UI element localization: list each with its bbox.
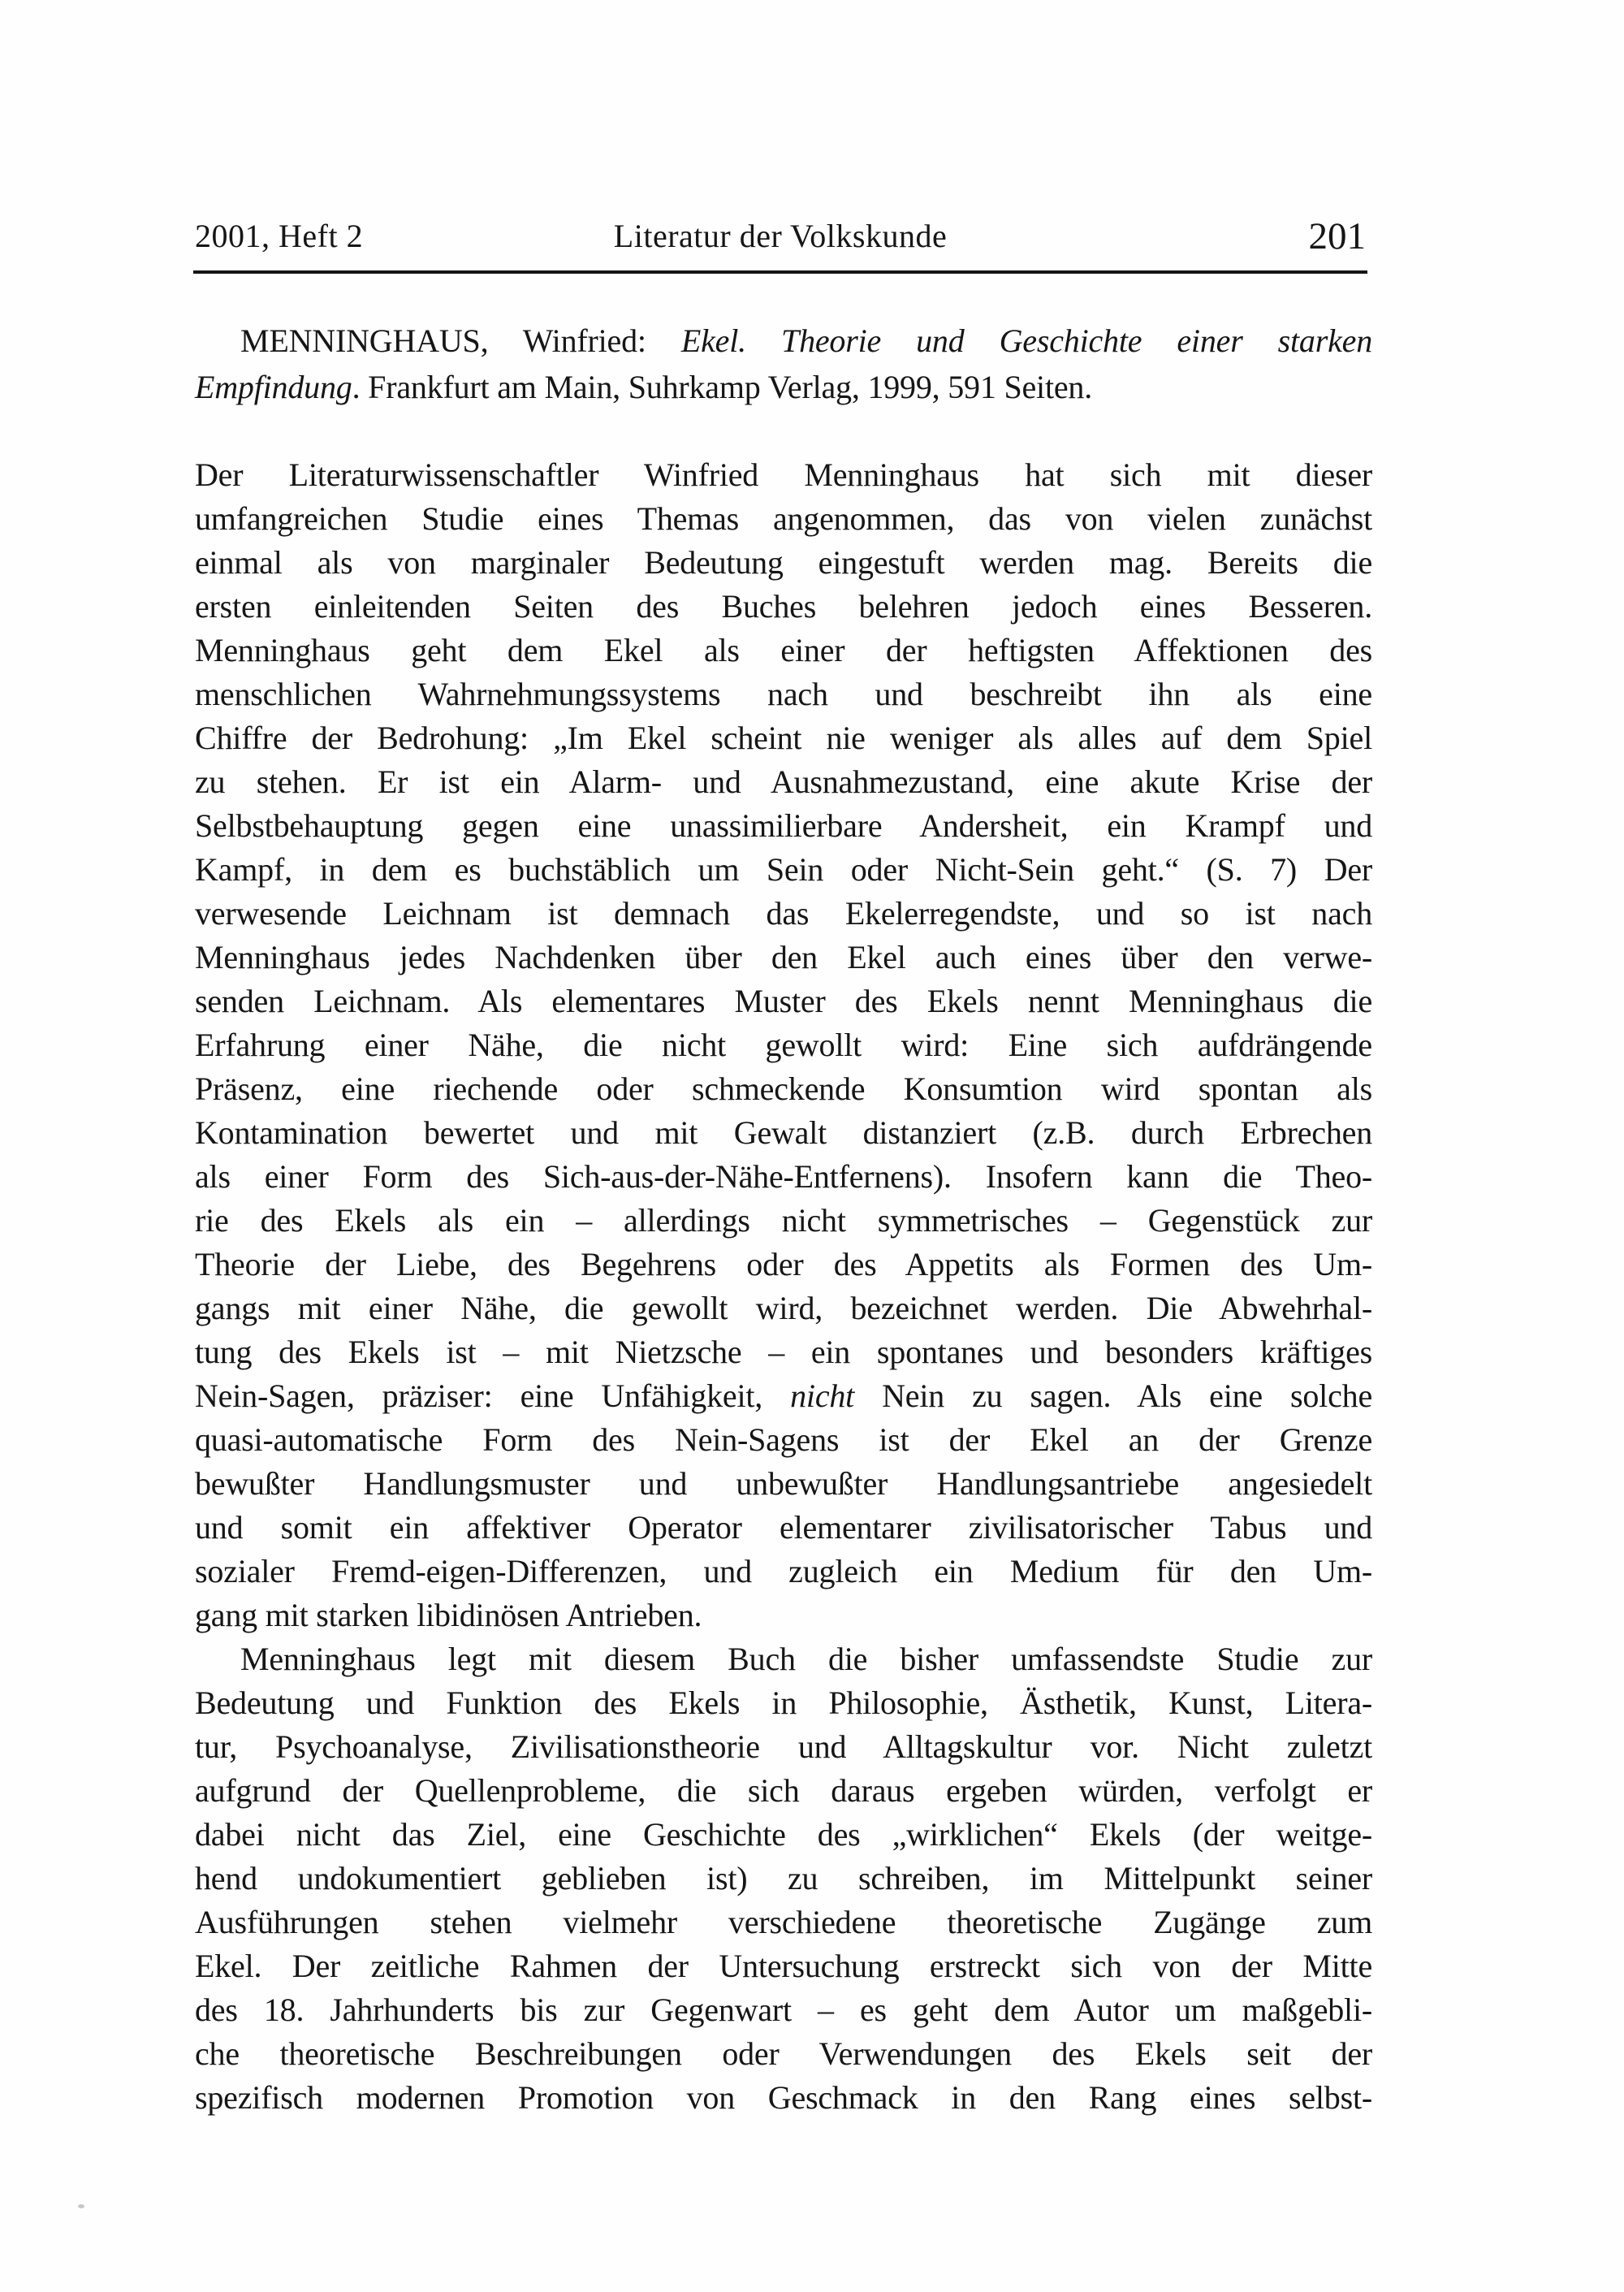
text-line [195,1462,1372,1506]
text-run: als einer Form des Sich-aus-der-Nähe-Entfernens). Insofern kann die Theo- [195,1158,1372,1195]
text-run: zu stehen. Er ist ein Alarm- und Ausnahmezustand, eine akute Krise der [195,763,1372,800]
text-run: MENNINGHAUS, Winfried: [240,322,681,359]
text-line [195,1374,1372,1418]
text-line [195,1067,1372,1111]
text-line [195,1287,1372,1330]
text-run: Menninghaus geht dem Ekel als einer der heftigsten Affektionen des [195,632,1372,668]
text-line [195,716,1372,760]
text-line [195,1988,1372,2032]
text-run: und somit ein affektiver Operator elementarer zivilisatorischer Tabus und [195,1509,1372,1546]
text-line [195,629,1372,672]
text-run: Kontamination bewertet und mit Gewalt distanziert (z.B. durch Erbrechen [195,1114,1372,1151]
text-line [195,2076,1372,2120]
text-line [195,318,1372,364]
text-run: gangs mit einer Nähe, die gewollt wird, bezeichnet werden. Die Abwehrhal- [195,1290,1372,1326]
text-line [195,1243,1372,1287]
text-line [195,585,1372,629]
text-run: Ausführungen stehen vielmehr verschiedene theoretische Zugänge zum [195,1904,1372,1940]
text-run-italic: Ekel. Theorie und Geschichte einer starken [680,322,1372,359]
text-run: des 18. Jahrhunderts bis zur Gegenwart – es geht dem Autor um maßgebli- [195,1991,1372,2028]
text-line [195,848,1372,892]
page-number: 201 [1308,215,1366,257]
text-line [195,1155,1372,1199]
text-line [195,1944,1372,1988]
scan-artifact [78,2204,84,2208]
header-rule [193,270,1367,274]
text-line [195,2032,1372,2076]
text-run: Menninghaus legt mit diesem Buch die bisher umfassendste Studie zur [240,1641,1372,1677]
text-line [195,497,1372,541]
text-line [195,980,1372,1023]
text-run: Selbstbehauptung gegen eine unassimilierbare Andersheit, ein Krampf und [195,807,1372,844]
text-run: bewußter Handlungsmuster und unbewußter Handlungsantriebe angesiedelt [195,1465,1372,1502]
text-line [195,1330,1372,1374]
text-run: sozialer Fremd-eigen-Differenzen, und zugleich ein Medium für den Um- [195,1553,1372,1589]
text-run: rie des Ekels als ein – allerdings nicht symmetrisches – Gegenstück zur [195,1202,1372,1239]
text-line [195,1725,1372,1769]
text-line [195,1550,1372,1594]
book-citation [195,318,1372,410]
text-line [195,541,1372,585]
text-run: umfangreichen Studie eines Themas angenommen, das von vielen zunächst [195,500,1372,537]
text-run: quasi-automatische Form des Nein-Sagens ist der Ekel an der Grenze [195,1421,1372,1458]
review-body [195,453,1372,2120]
text-run: Ekel. Der zeitliche Rahmen der Untersuchung erstreckt sich von der Mitte [195,1948,1372,1984]
text-line [195,1594,1372,1637]
text-line [195,364,1372,410]
text-run: Menninghaus jedes Nachdenken über den Ekel auch eines über den verwe- [195,939,1372,975]
text-run: Der Literaturwissenschaftler Winfried Menninghaus hat sich mit dieser [195,456,1372,493]
text-line [195,1506,1372,1550]
text-line [195,1418,1372,1462]
text-line [195,1199,1372,1243]
text-run: dabei nicht das Ziel, eine Geschichte des „wirklichen“ Ekels (der weitge- [195,1816,1372,1853]
text-run: Theorie der Liebe, des Begehrens oder des Appetits als Formen des Um- [195,1246,1372,1282]
text-line [195,1023,1372,1067]
text-line [195,892,1372,936]
text-run: Erfahrung einer Nähe, die nicht gewollt wird: Eine sich aufdrängende [195,1027,1372,1063]
text-run: ersten einleitenden Seiten des Buches belehren jedoch eines Besseren. [195,588,1372,625]
text-run: hend undokumentiert geblieben ist) zu schreiben, im Mittelpunkt seiner [195,1860,1372,1896]
text-line [195,936,1372,980]
running-title: Literatur der Volkskunde [613,218,948,254]
text-run: senden Leichnam. Als elementares Muster des Ekels nennt Menninghaus die [195,983,1372,1019]
text-run: Nein-Sagen, präziser: eine Unfähigkeit, [195,1377,791,1414]
text-line [195,760,1372,804]
text-run: tung des Ekels ist – mit Nietzsche – ein spontanes und besonders kräftiges [195,1334,1372,1370]
text-line [195,453,1372,497]
text-run: . Frankfurt am Main, Suhrkamp Verlag, 1999, 591 Seiten. [352,369,1093,405]
page-header [195,213,1366,255]
text-run: che theoretische Beschreibungen oder Verwendungen des Ekels seit der [195,2035,1372,2072]
text-run: Präsenz, eine riechende oder schmeckende Konsumtion wird spontan als [195,1070,1372,1107]
text-line [195,1769,1372,1813]
text-line [195,804,1372,848]
text-run: gang mit starken libidinösen Antrieben. [195,1597,702,1633]
text-run: menschlichen Wahrnehmungssystems nach und beschreibt ihn als eine [195,676,1372,712]
text-line [195,1813,1372,1857]
text-line [195,1637,1372,1681]
text-line [195,672,1372,716]
text-run: verwesende Leichnam ist demnach das Ekelerregendste, und so ist nach [195,895,1372,932]
text-run: Nein zu sagen. Als eine solche [854,1377,1372,1414]
text-run: Bedeutung und Funktion des Ekels in Philosophie, Ästhetik, Kunst, Litera- [195,1684,1372,1721]
text-run: Kampf, in dem es buchstäblich um Sein oder Nicht-Sein geht.“ (S. 7) Der [195,851,1372,888]
text-run-italic: nicht [790,1377,855,1414]
issue-label: 2001, Heft 2 [195,218,364,254]
text-line [195,1681,1372,1725]
text-line [195,1111,1372,1155]
text-run: spezifisch modernen Promotion von Geschmack in den Rang eines selbst- [195,2079,1372,2116]
text-run-italic: Empfindung [195,369,352,405]
text-run: tur, Psychoanalyse, Zivilisationstheorie und Alltagskultur vor. Nicht zuletzt [195,1728,1372,1765]
text-line [195,1857,1372,1901]
text-run: Chiffre der Bedrohung: „Im Ekel scheint nie weniger als alles auf dem Spiel [195,720,1372,756]
text-run: einmal als von marginaler Bedeutung eingestuft werden mag. Bereits die [195,544,1372,581]
text-run: aufgrund der Quellenprobleme, die sich daraus ergeben würden, verfolgt er [195,1772,1372,1809]
text-line [195,1901,1372,1944]
